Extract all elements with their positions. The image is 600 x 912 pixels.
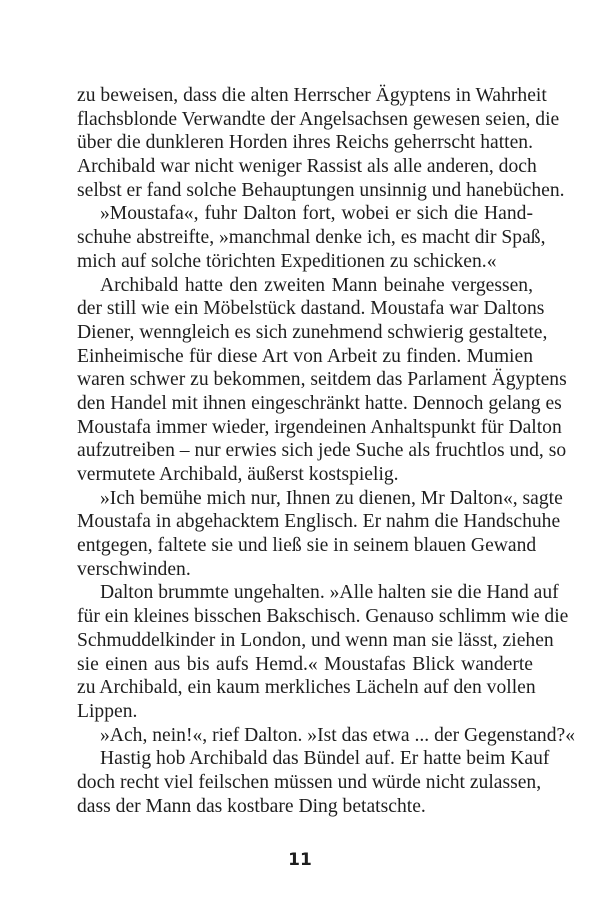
text-line: für ein kleines bisschen Bakschisch. Genauso schlimm wie die (77, 606, 569, 628)
text-line: Diener, wenngleich es sich zunehmend schwierig gestaltete, (77, 321, 548, 343)
text-line: Dalton brummte ungehalten. »Alle halten sie die Hand auf (100, 582, 559, 604)
paragraph (77, 202, 546, 273)
text-line: doch recht viel feilschen müssen und würde nicht zulassen, (77, 771, 542, 793)
text-line: »Ich bemühe mich nur, Ihnen zu dienen, Mr Dalton«, sagte (100, 487, 563, 509)
text-line: zu beweisen, dass die alten Herrscher Ägyptens in Wahrheit (77, 85, 547, 106)
page-body (77, 84, 575, 818)
text-line: verschwinden. (77, 558, 191, 580)
text-line: Lippen. (77, 700, 138, 722)
text-line: zu Archibald, ein kaum merkliches Lächeln auf den vollen (77, 677, 536, 699)
text-line: über die dunkleren Horden ihres Reichs geherrscht hatten. (77, 132, 533, 154)
text-line: Archibald hatte den zweiten Mann beinahe vergessen, (100, 274, 533, 296)
text-line: den Handel mit ihnen eingeschränkt hatte. Dennoch gelang es (77, 392, 562, 414)
text-line: Moustafa immer wieder, irgendeinen Anhaltspunkt für Dalton (77, 416, 562, 438)
text-line: aufzutreiben – nur erwies sich jede Suche als fruchtlos und, so (77, 440, 567, 462)
text-line: Hastig hob Archibald das Bündel auf. Er hatte beim Kauf (100, 748, 550, 770)
text-line: Moustafa in abgehacktem Englisch. Er nahm die Handschuhe (77, 511, 561, 533)
text-line: Einheimische für diese Art von Arbeit zu finden. Mumien (77, 345, 533, 367)
paragraph (77, 274, 567, 487)
text-line: entgegen, faltete sie und ließ sie in seinem blauen Gewand (77, 535, 537, 557)
paragraph (77, 724, 575, 748)
text-line: mich auf solche törichten Expeditionen zu schicken.« (77, 250, 497, 272)
text-line: der still wie ein Möbelstück dastand. Moustafa war Daltons (77, 298, 545, 320)
text-line: »Moustafa«, fuhr Dalton fort, wobei er sich die Hand- (100, 203, 533, 225)
paragraph (77, 487, 563, 582)
text-line: flachsblonde Verwandte der Angelsachsen gewesen seien, die (77, 108, 560, 130)
text-line: Schmuddelkinder in London, und wenn man sie lässt, ziehen (77, 629, 554, 651)
text-line: selbst er fand solche Behauptungen unsinnig und hanebüchen. (77, 179, 565, 201)
text-line: vermutete Archibald, äußerst kostspielig. (77, 464, 399, 485)
text-line: Archibald war nicht weniger Rassist als alle anderen, doch (77, 156, 537, 178)
text-line: sie einen aus bis aufs Hemd.« Moustafas Blick wanderte (77, 653, 533, 675)
text-line: »Ach, nein!«, rief Dalton. »Ist das etwa ... der Gegenstand?« (100, 724, 575, 746)
text-line: schuhe abstreifte, »manchmal denke ich, es macht dir Spaß, (77, 227, 546, 249)
paragraph (77, 747, 550, 818)
paragraph (77, 581, 569, 723)
page-number: 11 (288, 850, 312, 870)
paragraph (77, 84, 565, 202)
text-line: dass der Mann das kostbare Ding betatschte. (77, 795, 426, 817)
text-line: waren schwer zu bekommen, seitdem das Parlament Ägyptens (77, 369, 567, 391)
